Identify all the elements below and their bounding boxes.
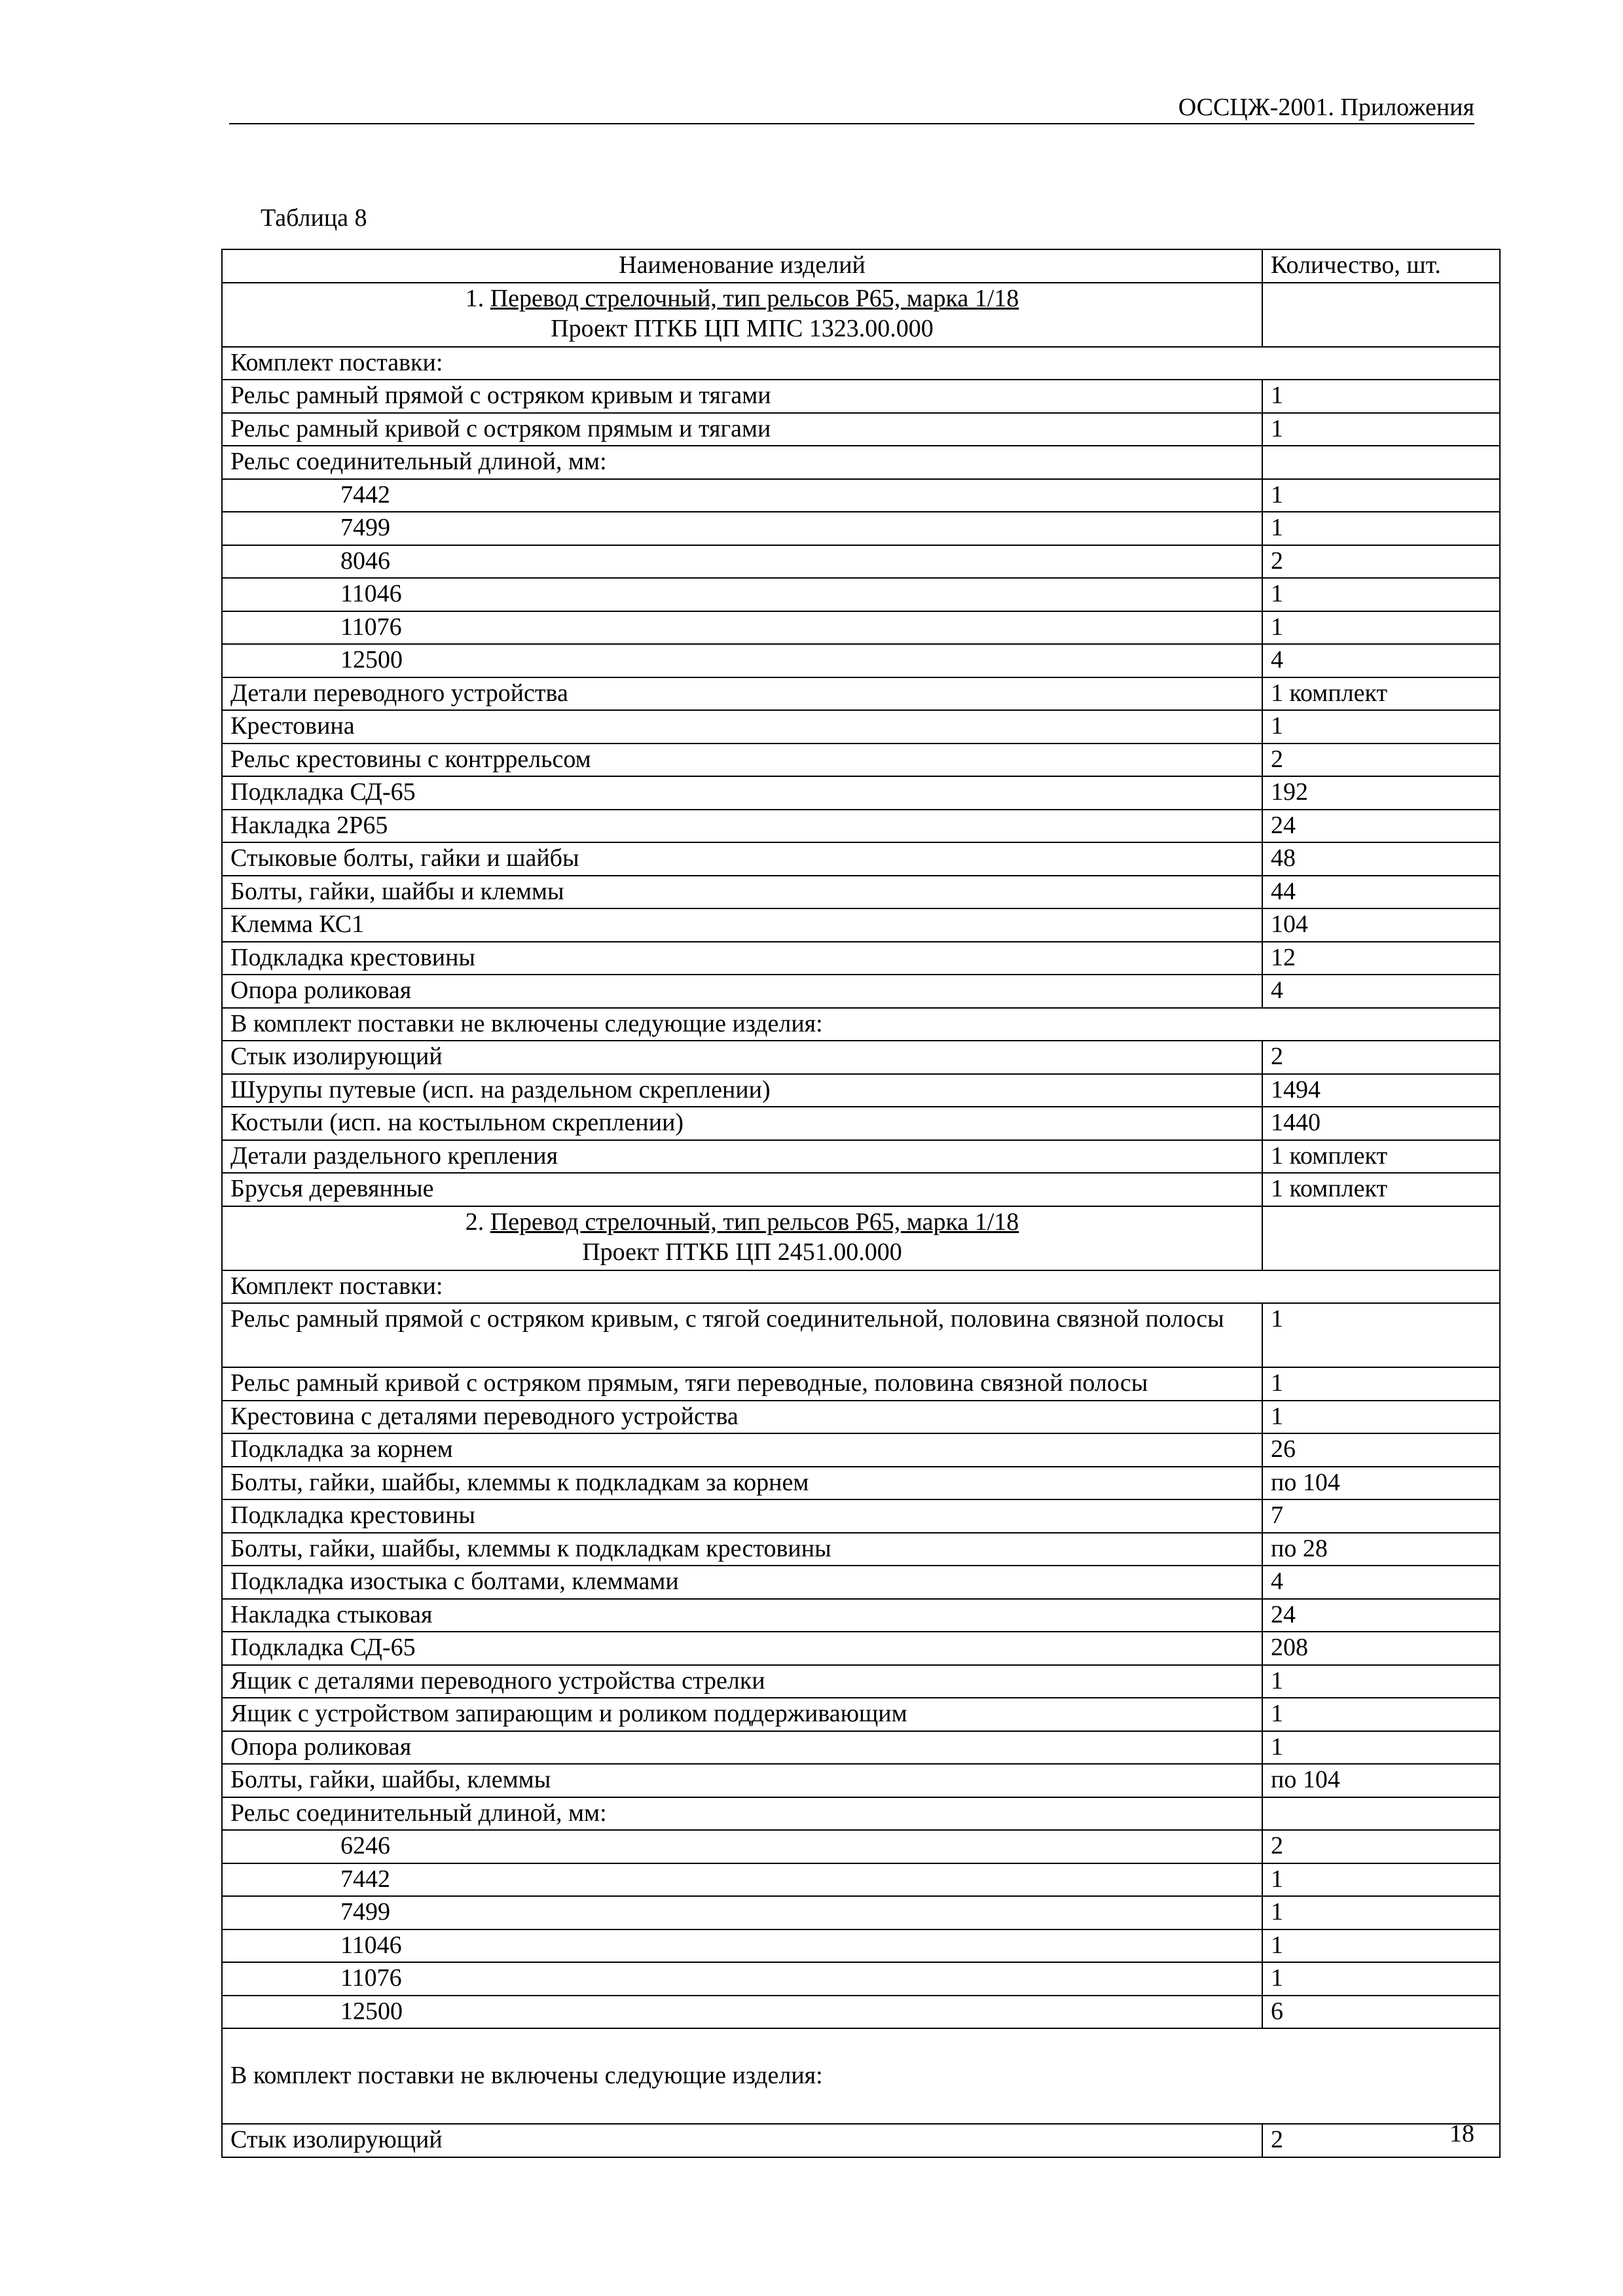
quantity-cell: 1 — [1262, 380, 1500, 413]
quantity-cell: 12 — [1262, 942, 1500, 975]
table-row — [222, 1996, 1500, 2029]
quantity-cell: 4 — [1262, 1566, 1500, 1599]
table-row — [222, 908, 1500, 942]
item-name-cell: Ящик с устройством запирающим и роликом поддерживающим — [222, 1698, 1262, 1731]
table-row — [222, 1632, 1500, 1665]
quantity-cell: 1 — [1262, 1665, 1500, 1698]
rail-length-cell: 8046 — [222, 545, 1262, 579]
quantity-cell: по 104 — [1262, 1764, 1500, 1797]
table-row — [222, 744, 1500, 777]
table-row — [222, 2124, 1500, 2157]
table-row — [222, 1041, 1500, 1074]
table-row — [222, 776, 1500, 810]
column-header-name: Наименование изделий — [222, 249, 1262, 283]
table-row — [222, 810, 1500, 843]
item-name-cell: Подкладка СД-65 — [222, 776, 1262, 810]
rail-length-cell: 6246 — [222, 1830, 1262, 1863]
quantity-cell: 1 — [1262, 512, 1500, 545]
quantity-cell — [1262, 283, 1500, 347]
table-row — [222, 677, 1500, 711]
section-title — [222, 1206, 1262, 1270]
section-project: Проект ПТКБ ЦП 2451.00.000 — [582, 1238, 902, 1266]
page-number: 18 — [1450, 2120, 1474, 2147]
item-name-cell: Рельс рамный кривой с остряком прямым и тягами — [222, 413, 1262, 446]
quantity-cell: 2 — [1262, 1041, 1500, 1074]
table-row — [222, 446, 1500, 479]
table-row — [222, 1533, 1500, 1566]
quantity-cell: 1 комплект — [1262, 1173, 1500, 1206]
section-project: Проект ПТКБ ЦП МПС 1323.00.000 — [551, 314, 934, 342]
table-row — [222, 876, 1500, 909]
item-name-cell: Опора роликовая — [222, 1731, 1262, 1765]
quantity-cell: 7 — [1262, 1499, 1500, 1533]
section-heading-row — [222, 283, 1500, 347]
item-name-cell: Рельс соединительный длиной, мм: — [222, 446, 1262, 479]
section-title-text: Перевод стрелочный, тип рельсов Р65, марка 1/18 — [490, 284, 1019, 312]
table-row — [222, 545, 1500, 579]
table-row — [222, 1467, 1500, 1500]
rail-length-cell: 11076 — [222, 611, 1262, 645]
item-name-cell: Накладка 2Р65 — [222, 810, 1262, 843]
column-header-quantity: Количество, шт. — [1262, 249, 1500, 283]
table-row — [222, 578, 1500, 611]
table-row — [222, 1599, 1500, 1632]
item-name-cell: Подкладка крестовины — [222, 942, 1262, 975]
item-name-cell: Стык изолирующий — [222, 1041, 1262, 1074]
running-header: ОССЦЖ-2001. Приложения — [1178, 94, 1474, 121]
quantity-cell: 1440 — [1262, 1107, 1500, 1140]
quantity-cell: по 28 — [1262, 1533, 1500, 1566]
item-name-cell: Шурупы путевые (исп. на раздельном скреплении) — [222, 1074, 1262, 1107]
rail-length-cell: 11046 — [222, 578, 1262, 611]
group-label: В комплект поставки не включены следующие изделия: — [222, 2028, 1500, 2124]
quantity-cell: 6 — [1262, 1996, 1500, 2029]
rail-length-cell: 11046 — [222, 1929, 1262, 1963]
group-label-row — [222, 2028, 1500, 2124]
quantity-cell — [1262, 1206, 1500, 1270]
quantity-cell: 4 — [1262, 644, 1500, 677]
table-row — [222, 1896, 1500, 1929]
table-row — [222, 1433, 1500, 1467]
table-row — [222, 1173, 1500, 1206]
section-title-text: Перевод стрелочный, тип рельсов Р65, марка 1/18 — [490, 1208, 1019, 1236]
quantity-cell: 104 — [1262, 908, 1500, 942]
table-row — [222, 1074, 1500, 1107]
table-row — [222, 512, 1500, 545]
item-name-cell: Рельс соединительный длиной, мм: — [222, 1797, 1262, 1831]
specification-table — [221, 249, 1501, 2158]
rail-length-cell: 7499 — [222, 1896, 1262, 1929]
group-label: В комплект поставки не включены следующие изделия: — [222, 1008, 1500, 1041]
table-row — [222, 1863, 1500, 1897]
item-name-cell: Клемма КС1 — [222, 908, 1262, 942]
item-name-cell: Стыковые болты, гайки и шайбы — [222, 842, 1262, 876]
quantity-cell: 1 комплект — [1262, 677, 1500, 711]
quantity-cell: 26 — [1262, 1433, 1500, 1467]
table-row — [222, 710, 1500, 744]
item-name-cell: Детали переводного устройства — [222, 677, 1262, 711]
item-name-cell: Болты, гайки, шайбы, клеммы к подкладкам крестовины — [222, 1533, 1262, 1566]
quantity-cell: 1 — [1262, 1367, 1500, 1401]
quantity-cell: 1494 — [1262, 1074, 1500, 1107]
item-name-cell: Брусья деревянные — [222, 1173, 1262, 1206]
quantity-cell: 192 — [1262, 776, 1500, 810]
quantity-cell: 1 комплект — [1262, 1140, 1500, 1174]
item-name-cell: Подкладка за корнем — [222, 1433, 1262, 1467]
quantity-cell: 1 — [1262, 710, 1500, 744]
table-row — [222, 1566, 1500, 1599]
table-row — [222, 380, 1500, 413]
quantity-cell: 44 — [1262, 876, 1500, 909]
table-row — [222, 1797, 1500, 1831]
quantity-cell: 24 — [1262, 810, 1500, 843]
rail-length-cell: 12500 — [222, 644, 1262, 677]
header-rule — [229, 123, 1474, 124]
table-row — [222, 1929, 1500, 1963]
item-name-cell: Костыли (исп. на костыльном скреплении) — [222, 1107, 1262, 1140]
item-name-cell: Крестовина с деталями переводного устройства — [222, 1401, 1262, 1434]
rail-length-cell: 7442 — [222, 1863, 1262, 1897]
section-heading-row — [222, 1206, 1500, 1270]
quantity-cell: 48 — [1262, 842, 1500, 876]
quantity-cell: 1 — [1262, 1401, 1500, 1434]
item-name-cell: Подкладка СД-65 — [222, 1632, 1262, 1665]
item-name-cell: Подкладка крестовины — [222, 1499, 1262, 1533]
table-row — [222, 942, 1500, 975]
table-row — [222, 1107, 1500, 1140]
table-row — [222, 611, 1500, 645]
table-row — [222, 1731, 1500, 1765]
rail-length-cell: 12500 — [222, 1996, 1262, 2029]
quantity-cell: 4 — [1262, 975, 1500, 1008]
rail-length-cell: 7499 — [222, 512, 1262, 545]
table-row — [222, 644, 1500, 677]
quantity-cell: 1 — [1262, 479, 1500, 512]
quantity-cell: 1 — [1262, 578, 1500, 611]
quantity-cell: 1 — [1262, 1863, 1500, 1897]
table-header-row — [222, 249, 1500, 283]
table-row — [222, 479, 1500, 512]
item-name-cell: Болты, гайки, шайбы, клеммы к подкладкам за корнем — [222, 1467, 1262, 1500]
quantity-cell: 2 — [1262, 744, 1500, 777]
table-row — [222, 1499, 1500, 1533]
table-caption: Таблица 8 — [261, 204, 367, 232]
quantity-cell: 24 — [1262, 1599, 1500, 1632]
group-label-row — [222, 1008, 1500, 1041]
quantity-cell: 1 — [1262, 1731, 1500, 1765]
table-row — [222, 413, 1500, 446]
table-body — [222, 283, 1500, 2157]
quantity-cell: 2 — [1262, 545, 1500, 579]
item-name-cell: Подкладка изостыка с болтами, клеммами — [222, 1566, 1262, 1599]
quantity-cell: 1 — [1262, 1303, 1500, 1367]
section-title — [222, 283, 1262, 347]
quantity-cell: 2 — [1262, 2124, 1500, 2157]
quantity-cell: 1 — [1262, 1929, 1500, 1963]
item-name-cell: Рельс рамный кривой с остряком прямым, тяги переводные, половина связной полосы — [222, 1367, 1262, 1401]
group-label-row — [222, 347, 1500, 380]
table-row — [222, 1665, 1500, 1698]
quantity-cell: 208 — [1262, 1632, 1500, 1665]
quantity-cell: 1 — [1262, 413, 1500, 446]
table-row — [222, 1367, 1500, 1401]
table-row — [222, 1401, 1500, 1434]
table-row — [222, 1698, 1500, 1731]
quantity-cell: 1 — [1262, 1962, 1500, 1996]
item-name-cell: Опора роликовая — [222, 975, 1262, 1008]
table-row — [222, 1140, 1500, 1174]
table-row — [222, 842, 1500, 876]
section-number: 2. — [465, 1208, 490, 1236]
item-name-cell: Детали раздельного крепления — [222, 1140, 1262, 1174]
group-label: Комплект поставки: — [222, 1270, 1500, 1304]
table-row — [222, 1830, 1500, 1863]
item-name-cell: Ящик с деталями переводного устройства стрелки — [222, 1665, 1262, 1698]
table-row — [222, 975, 1500, 1008]
quantity-cell: 1 — [1262, 611, 1500, 645]
quantity-cell — [1262, 1797, 1500, 1831]
table-row — [222, 1303, 1500, 1367]
quantity-cell — [1262, 446, 1500, 479]
quantity-cell: 1 — [1262, 1698, 1500, 1731]
rail-length-cell: 11076 — [222, 1962, 1262, 1996]
item-name-cell: Рельс крестовины с контррельсом — [222, 744, 1262, 777]
item-name-cell: Рельс рамный прямой с остряком кривым, с тягой соединительной, половина связной полосы — [222, 1303, 1262, 1367]
rail-length-cell: 7442 — [222, 479, 1262, 512]
item-name-cell: Накладка стыковая — [222, 1599, 1262, 1632]
group-label: Комплект поставки: — [222, 347, 1500, 380]
table-row — [222, 1764, 1500, 1797]
item-name-cell: Болты, гайки, шайбы и клеммы — [222, 876, 1262, 909]
item-name-cell: Крестовина — [222, 710, 1262, 744]
item-name-cell: Рельс рамный прямой с остряком кривым и тягами — [222, 380, 1262, 413]
item-name-cell: Стык изолирующий — [222, 2124, 1262, 2157]
item-name-cell: Болты, гайки, шайбы, клеммы — [222, 1764, 1262, 1797]
group-label-row — [222, 1270, 1500, 1304]
quantity-cell: по 104 — [1262, 1467, 1500, 1500]
section-number: 1. — [465, 284, 490, 312]
quantity-cell: 1 — [1262, 1896, 1500, 1929]
quantity-cell: 2 — [1262, 1830, 1500, 1863]
table-row — [222, 1962, 1500, 1996]
